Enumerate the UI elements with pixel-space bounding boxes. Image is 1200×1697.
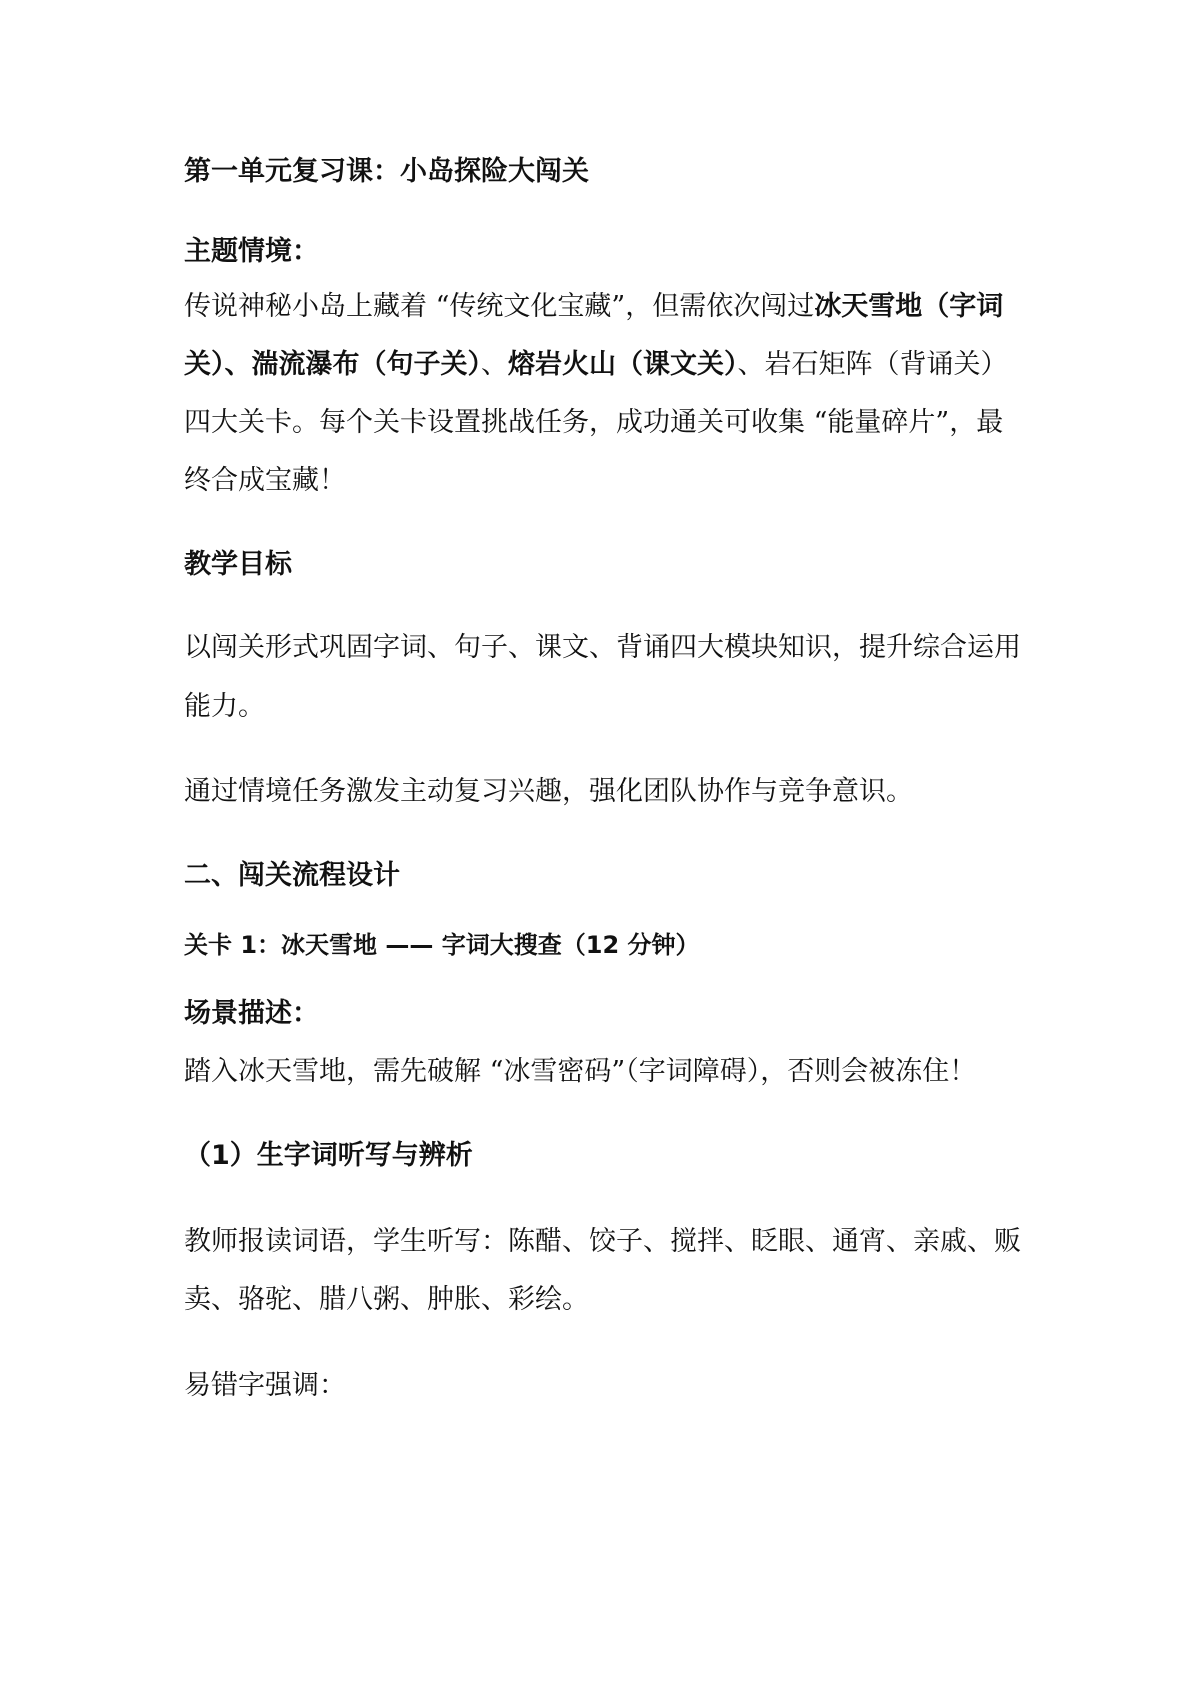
goal-1-line-2: 能力。 (184, 691, 265, 722)
theme-paragraph-line-4: 终合成宝藏！ (184, 465, 346, 496)
goal-1-line-1: 以闯关形式巩固字词、句子、课文、背诵四大模块知识，提升综合运用 (184, 632, 1021, 663)
level-name-waterfall: 湍流瀑布（句子关） (251, 349, 481, 380)
goals-heading: 教学目标 (184, 549, 292, 580)
separator: 、 (481, 349, 508, 380)
dictation-line-2: 卖、骆驼、腊八粥、肿胀、彩绘。 (184, 1284, 589, 1315)
theme-paragraph-line-2 (184, 351, 1008, 378)
scene-heading: 场景描述： (184, 998, 319, 1029)
theme-text: 传说神秘小岛上藏着 “传统文化宝藏”，但需依次闯过 (184, 291, 815, 322)
theme-heading: 主题情境： (184, 236, 319, 267)
goal-2: 通过情境任务激发主动复习兴趣，强化团队协作与竞争意识。 (184, 776, 913, 807)
dictation-subheading: （1）生字词听写与辨析 (184, 1140, 473, 1171)
level-1-heading: 关卡 1：冰天雪地 —— 字词大搜查（12 分钟） (184, 931, 700, 959)
dictation-line-1: 教师报读词语，学生听写：陈醋、饺子、搅拌、眨眼、通宵、亲戚、贩 (184, 1226, 1021, 1257)
error-prone-heading: 易错字强调： (184, 1370, 346, 1401)
theme-paragraph-line-1 (184, 293, 1003, 320)
document-title: 第一单元复习课：小岛探险大闯关 (184, 156, 589, 187)
level-name-rock: 、岩石矩阵（背诵关） (737, 349, 1008, 380)
level-name-volcano: 熔岩火山（课文关） (508, 349, 738, 380)
scene-text: 踏入冰天雪地，需先破解 “冰雪密码”（字词障碍），否则会被冻住！ (184, 1056, 977, 1087)
theme-paragraph-line-3: 四大关卡。每个关卡设置挑战任务，成功通关可收集 “能量碎片”，最 (184, 407, 1004, 438)
level-name-ice-end: 关）、 (184, 349, 252, 380)
level-name-ice: 冰天雪地（字词 (814, 291, 1004, 322)
section-2-heading: 二、闯关流程设计 (184, 860, 400, 891)
